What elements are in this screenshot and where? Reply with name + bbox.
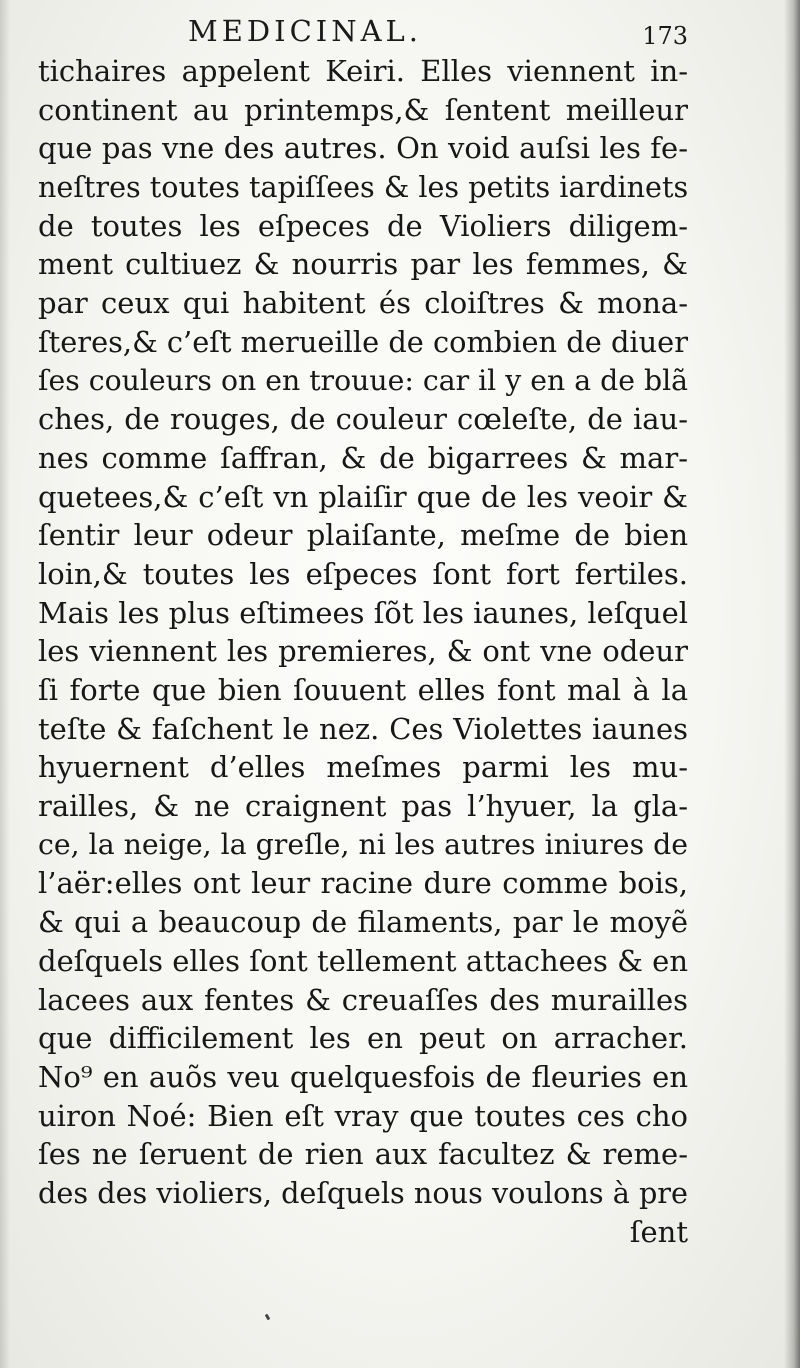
ink-speck bbox=[265, 1314, 271, 1321]
text-line: ce, la neige, la greſle, ni les autres iniures de bbox=[38, 827, 689, 861]
text-line: l’aër:elles ont leur racine dure comme bois, bbox=[38, 866, 688, 901]
text-line: & qui a beaucoup de filaments, par le moyẽ bbox=[38, 905, 688, 940]
text-line: uiron Noé: Bien eſt vray que toutes ces cho bbox=[38, 1098, 688, 1133]
text-line: ches, de rouges, de couleur cœleſte, de iau- bbox=[38, 402, 688, 437]
text-line: loin,& toutes les eſpeces ſont fort fertiles. bbox=[38, 556, 688, 591]
text-line: railles, & ne craignent pas l’hyuer, la gla- bbox=[38, 789, 688, 824]
text-line: de toutes les eſpeces de Violiers diligem- bbox=[38, 208, 688, 243]
text-line: ſteres,& c’eſt merueille de combien de diuer bbox=[38, 324, 688, 359]
text-line: tichaires appelent Keiri. Elles viennent in- bbox=[38, 54, 688, 88]
text-line: No⁹ en auõs veu quelquesfois de fleuries en bbox=[38, 1059, 688, 1094]
text-line: des des violiers, deſquels nous voulons à pre bbox=[38, 1175, 688, 1210]
text-line: que difficilement les en peut on arracher. bbox=[38, 1021, 688, 1056]
page-header bbox=[38, 8, 688, 48]
page-edge-shadow bbox=[784, 0, 800, 1368]
text-line: ſes ne ſeruent de rien aux facultez & reme- bbox=[38, 1137, 688, 1172]
text-line: ſentir leur odeur plaiſante, meſme de bien bbox=[38, 518, 688, 553]
body-text bbox=[38, 52, 688, 1251]
page-number: 173 bbox=[642, 22, 688, 50]
text-line: teſte & faſchent le nez. Ces Violettes iaunes bbox=[38, 711, 688, 746]
text-line: quetees,& c’eſt vn plaiſir que de les veoir & bbox=[38, 479, 688, 514]
text-line: les viennent les premieres, & ont vne odeur bbox=[38, 634, 688, 669]
text-line: ſes couleurs on en trouue: car il y en a de blã bbox=[38, 363, 688, 397]
text-line: ſi forte que bien ſouuent elles font mal à la bbox=[38, 673, 688, 707]
text-line: lacees aux fentes & creuaſſes des murailles bbox=[38, 982, 688, 1017]
text-line: que pas vne des autres. On void auſsi les fe- bbox=[38, 131, 688, 166]
text-line: nes comme ſaffran, & de bigarrees & mar- bbox=[38, 440, 688, 475]
text-line: Mais les plus eſtimees ſõt les iaunes, leſquel bbox=[38, 595, 689, 630]
text-line: par ceux qui habitent és cloiſtres & mona- bbox=[38, 286, 688, 321]
running-title: MEDICINAL. bbox=[188, 14, 423, 48]
page-gutter-shadow bbox=[0, 0, 10, 1368]
text-line: deſquels elles ſont tellement attachees & en bbox=[38, 943, 688, 978]
text-line: hyuernent d’elles meſmes parmi les mu- bbox=[38, 750, 688, 785]
text-line: continent au printemps,& ſentent meilleur bbox=[38, 92, 688, 127]
text-line: neſtres toutes tapiſſees & les petits iardinets bbox=[38, 170, 689, 205]
text-line: ment cultiuez & nourris par les femmes, & bbox=[38, 247, 688, 282]
catchword: ſent bbox=[629, 1214, 688, 1249]
